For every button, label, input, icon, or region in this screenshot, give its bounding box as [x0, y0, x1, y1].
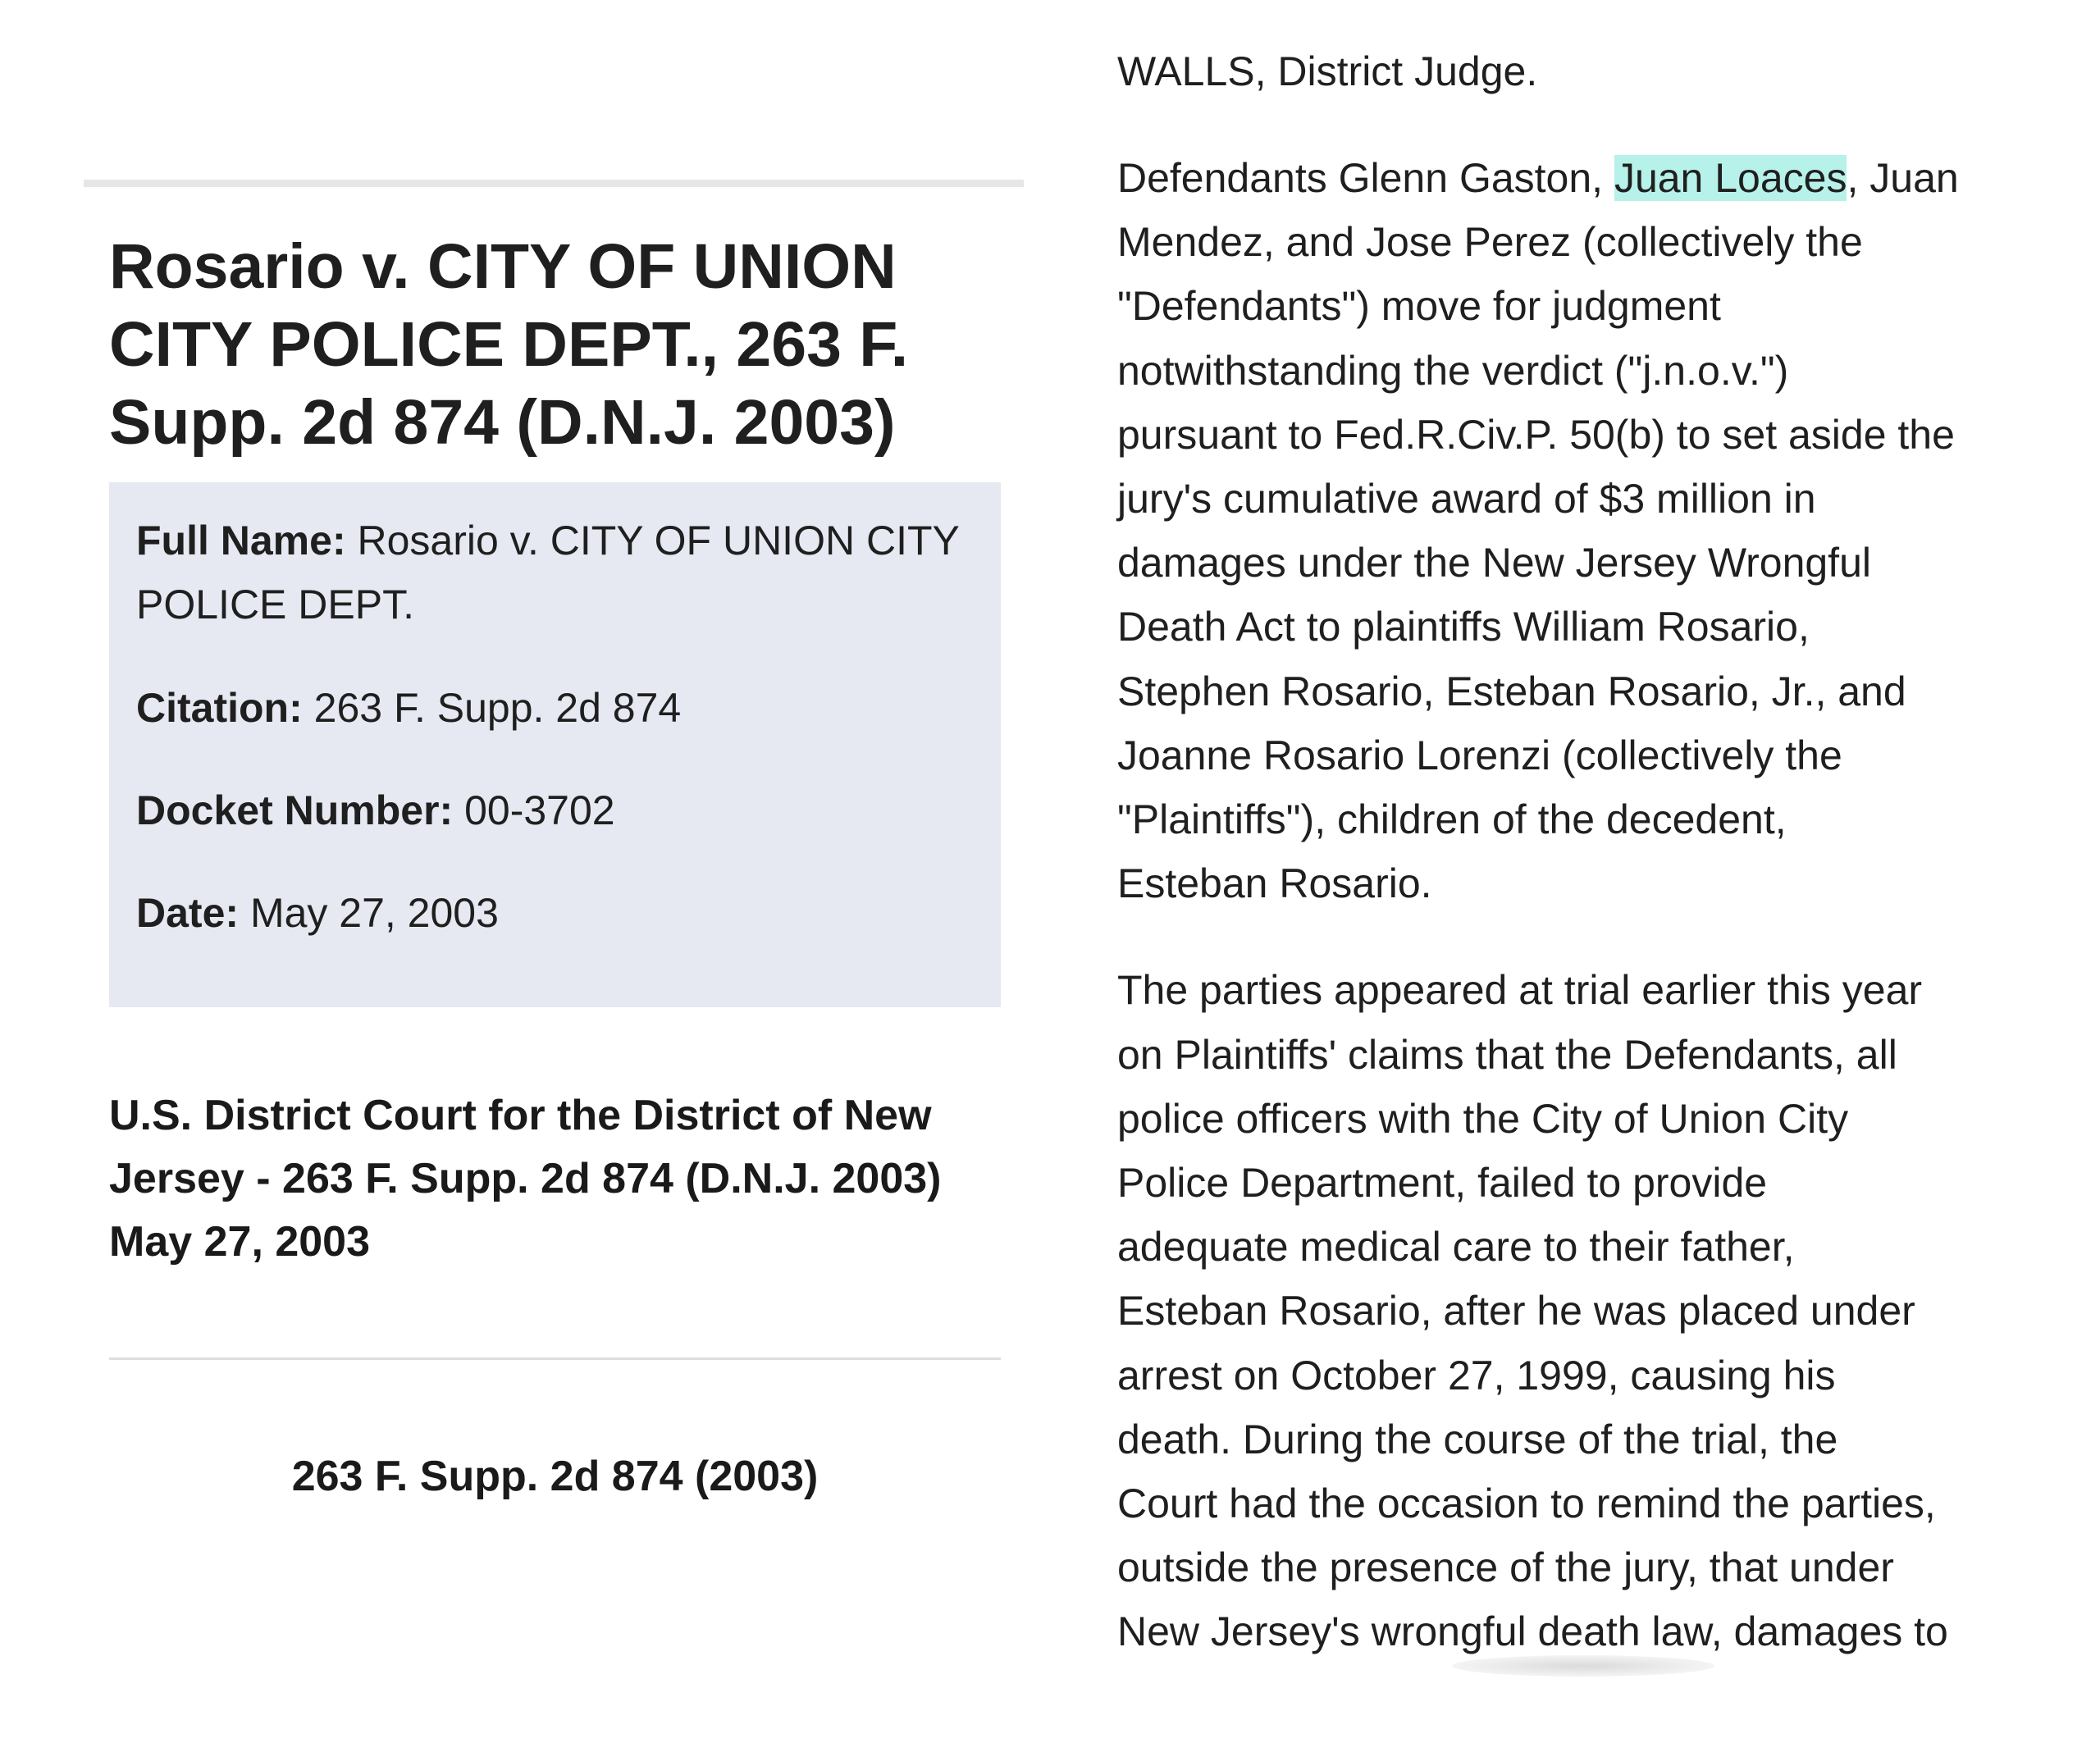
date-row — [136, 881, 981, 945]
paragraph-line: Police Department, failed to provide — [1117, 1160, 1768, 1207]
paragraph-line: Joanne Rosario Lorenzi (collectively the — [1117, 732, 1842, 778]
opinion-paragraph-1 — [1117, 146, 2077, 915]
date-value: May 27, 2003 — [249, 890, 499, 936]
case-title: Rosario v. CITY OF UNION CITY POLICE DEPT., 263 F. Supp. 2d 874 (D.N.J. 2003) — [109, 231, 909, 458]
paragraph-line: jury's cumulative award of $3 million in — [1117, 476, 1816, 522]
date-label: Date: — [136, 890, 240, 936]
opinion-text — [1117, 39, 2077, 1664]
paragraph-line: outside the presence of the jury, that under — [1117, 1544, 1894, 1591]
scroll-shadow — [1452, 1655, 1714, 1677]
highlighted-name[interactable]: Juan Loaces — [1614, 155, 1847, 201]
paragraph-line: on Plaintiffs' claims that the Defendants, all — [1117, 1031, 1897, 1078]
paragraph-line: adequate medical care to their father, — [1117, 1224, 1795, 1271]
paragraph-line: death. During the course of the trial, the — [1117, 1416, 1838, 1462]
case-summary-panel — [0, 0, 1034, 1752]
paragraph-line: Stephen Rosario, Esteban Rosario, Jr., and — [1117, 668, 1906, 714]
paragraph-line: damages under the New Jersey Wrongful — [1117, 540, 1871, 586]
citation-value: 263 F. Supp. 2d 874 — [313, 685, 682, 731]
paragraph-line: Death Act to plaintiffs William Rosario, — [1117, 604, 1810, 650]
paragraph-line — [1117, 146, 2077, 210]
paragraph-line: Mendez, and Jose Perez (collectively the — [1117, 219, 1863, 266]
paragraph-line: "Plaintiffs"), children of the decedent, — [1117, 796, 1787, 843]
full-name-label: Full Name: — [136, 518, 346, 563]
paragraph-text: , Juan — [1847, 155, 1959, 201]
paragraph-line: notwithstanding the verdict ("j.n.o.v.") — [1117, 347, 1789, 394]
citation-label: Citation: — [136, 685, 303, 731]
judge-line: WALLS, District Judge. — [1117, 48, 1538, 94]
reporter-citation: 263 F. Supp. 2d 874 (2003) — [291, 1453, 819, 1500]
paragraph-text: Defendants Glenn Gaston, — [1117, 155, 1614, 201]
full-name-row — [136, 509, 981, 636]
docket-value: 00-3702 — [464, 787, 615, 833]
section-divider — [109, 1357, 1001, 1360]
full-name-value: Rosario v. CITY OF UNION CITY POLICE DEPT. — [136, 518, 959, 627]
docket-row — [136, 778, 981, 842]
paragraph-line: The parties appeared at trial earlier this year — [1117, 967, 1923, 1014]
citation-row — [136, 676, 981, 740]
top-divider — [84, 180, 1024, 187]
opinion-paragraph-2 — [1117, 958, 2077, 1663]
court-heading: U.S. District Court for the District of New Jersey - 263 F. Supp. 2d 874 (D.N.J. 2003) May 27, 2003 — [109, 1092, 942, 1266]
paragraph-line: New Jersey's wrongful death law, damages to — [1117, 1608, 1948, 1655]
paragraph-line: "Defendants") move for judgment — [1117, 283, 1721, 330]
paragraph-line: arrest on October 27, 1999, causing his — [1117, 1352, 1836, 1398]
paragraph-line: Court had the occasion to remind the parties, — [1117, 1481, 1936, 1527]
docket-label: Docket Number: — [136, 787, 454, 833]
paragraph-line: police officers with the City of Union City — [1117, 1095, 1849, 1142]
paragraph-line: Esteban Rosario. — [1117, 860, 1432, 907]
paragraph-line: pursuant to Fed.R.Civ.P. 50(b) to set aside the — [1117, 411, 1955, 458]
paragraph-line: Esteban Rosario, after he was placed under — [1117, 1288, 1915, 1335]
case-info-box — [109, 482, 1001, 1007]
